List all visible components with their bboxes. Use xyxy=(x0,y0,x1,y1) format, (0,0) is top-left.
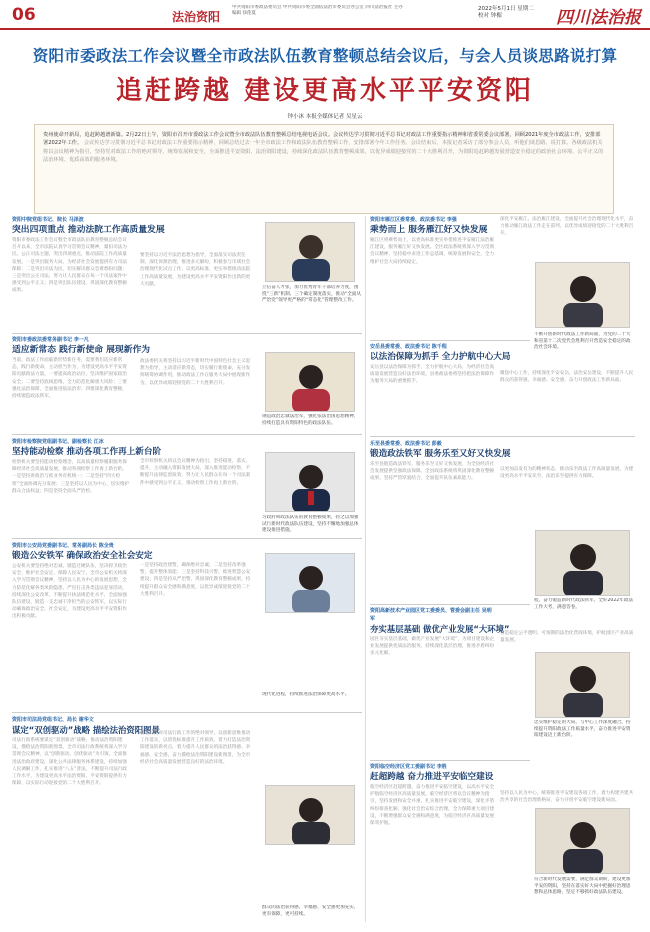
portrait-committee-official xyxy=(265,352,355,412)
section-hightech-zone-cont: 营造稳定公平透明、可预期的法治化营商环境，护航园区产业高质量发展。 xyxy=(500,631,634,644)
portrait-hightech-official xyxy=(535,652,630,718)
caption-6: 不断开创新时代政法工作新局面，为党的二十大和省第十二次党代会胜利召开营造安全稳定的政治社会环境。 xyxy=(534,332,631,351)
section-public-security: 资阳市公安局党委副书记、常务副局长 陈全贵 锻造公安铁军 确保政治安全社会安定 公安机关要坚持绝对忠诚、锻造过硬队伍，坚决捍卫政治安全、维护社会安定、保障人民安宁。全市公安机关将深入学习贯彻会议精神，坚持以人民为中心的发展思想，全力防范化解各类风险隐患，严厉打击各类违法犯罪活动，持续深化公安改革，不断提升执法规范化水平，全面加强队伍建设，锻造一支忠诚干净担当的公安铁军，以实际行动确保政治安全、社会安定，为建设更高水平平安资阳作出积极贡献。 xyxy=(12,543,153,620)
section-procuratorate-cont: 全市检察机关将以会议精神为指引，坚持稳进、落实、提升，主动融入资阳发展大局，深入推进能动检察，不断提升法律监督质效，努力让人民群众在每一个司法案件中感受到公平正义，推动检察工作再上新台阶。 xyxy=(140,459,251,486)
section-pol-legal-committee: 资阳市委政法委常务副书记 李一凡 适应新常态 践行新使命 展现新作为 当前，政法工作面临新形势新任务，需要我们适应新常态，践行新使命，主动担当作为，为建设更高水平平安资阳贡献政法力量。一要提高政治站位，坚决维护国家政治安全；二要坚持底线思维，全力防范化解重大风险；三要强化法治保障，全面推进依法治市；四要深化教育整顿，持续锻造政法铁军。 xyxy=(12,337,151,400)
caption-3: 习政府和政法队伍的教育整顿成果，持之以加强试行新时代政法队伍建设，坚持不懈地加强总体建设推进措施。 xyxy=(262,515,359,534)
portrait-yanjiang-official xyxy=(535,262,630,328)
caption-9: 符合新时代发展需要，满足群众期盼，建设更加平安的资阳，坚持在落实好大局中把握好治理思想和总体思路，坚定不移抓好政法队伍建设。 xyxy=(534,877,631,896)
byline: 钟小沐 本报全媒体记者 吴星云 xyxy=(287,114,363,120)
section-justice-bureau-cont: 要坚持党对司法行政工作的绝对领导，以创新思维推动工作落实，以创优标准提升工作质效，着力打造法治资阳建设的新亮点，着力提升人民群众的法治获得感、幸福感、安全感，奋力描绘法治资阳建设新图景，为全市经济社会高质量发展营造良好的法治环境。 xyxy=(140,731,251,765)
caption-1: 立信奋人才张，加力优秀青年干部培养力度，围绕“三新”机制、三个确定制度落实，推动“全面从严治党”领导更严格的“常态化”管理整改工作。 xyxy=(262,285,362,304)
section-court: 资阳中院党组书记、院长 马泽波 突出四项重点 推动法院工作高质量发展 资阳市委政法工作会议暨全市政法队伍教育整顿总结会议召开以来，全市法院认真学习贯彻会议精神，紧扣司法为民、公正司法主题，突出四项重点，推动法院工作高质量发展。一是突出服务大局，为经济社会发展提供有力司法保障；二是突出司法为民，切实解决群众急难愁盼问题；三是突出公正司法，努力让人民群众在每一个司法案件中感受到公平正义；四是突出队伍建设，巩固深化教育整顿成果。 xyxy=(12,217,165,294)
portrait-court-president xyxy=(265,222,355,282)
section-justice-bureau: 资阳市司法局党组书记、局长 谢华文 谋定“双创驱动”战略 描绘法治资阳图景 司法行政系统要谋定“双创驱动”战略，推动法治资阳建设，描绘法治资阳新图景。全市司法行政系统将深入学习贯彻会议精神，以“创新驱动、创优驱动”为引领，全面推进法治政府建设，深化公共法律服务体系建设，持续加强人民调解工作，扎实推进“八五”普法，不断提升司法行政工作水平，为建设更高水平法治资阳、平安资阳提供有力保障，以实际行动迎接党的二十大胜利召开。 xyxy=(12,717,160,787)
newspaper-logo: 四川法治报 xyxy=(556,8,641,28)
section-pol-legal-committee-cont: 政法委机关将坚持以习近平新时代中国特色社会主义思想为指导，主动适应新常态，切实履行新使命，充分发挥统筹协调作用，推动政法工作在服务大局中展现新作为，以优异成绩迎接党的二十大胜利召开。 xyxy=(140,359,251,386)
headline-main: 追赶跨越 建设更高水平平安资阳 xyxy=(115,76,535,106)
page-number: 06 xyxy=(12,5,36,25)
caption-8: 忠实维护稳定的大局，与中心工作深度融合，持续提升资阳政法工作质量水平，奋力推进平安资阳建设迈上新台阶。 xyxy=(534,720,631,739)
portrait-police-official xyxy=(265,553,355,613)
caption-7: 程，奋力锻造新时代政法铁军，全好2022年政法工作大考，满意答卷。 xyxy=(534,598,633,610)
caption-4: 现代化进程，持续推进法治保障更高水平。 xyxy=(262,692,350,697)
caption-2: 钢造政治忠诚法治军，强化依法治国思想精神，持续打造具有资阳特色的政法队伍。 xyxy=(262,414,359,426)
section-lezhi: 乐至县委常委、政法委书记 彭毅 锻造政法铁军 服务乐至又好又快发展 乐至县锻造政法铁军，服务乐至又好又快发展，为全县经济社会发展提供坚强政法保障。全县政法系统将巩固深化教育整顿成果，坚持严管厚爱结合，全面提升队伍素质能力。 xyxy=(370,441,511,482)
section-airport-zone: 资阳临空经济区党工委副书记 李胜 赶超跨越 奋力推进平安临空建设 临空经济区赶超跨越，奋力推进平安临空建设，以高水平安全护航临空经济区高质量发展。临空经济区将以会议精神为指引，坚持发展和安全并重，扎实推进平安临空建设，深化矛盾纠纷排查化解，强化社会治安综合治理，全力保障重大项目建设，不断增强群众安全感和满意度，为临空经济区高质量发展保驾护航。 xyxy=(370,764,495,827)
masthead xyxy=(0,0,650,30)
portrait-lezhi-official xyxy=(535,530,630,596)
section-yanjiang: 资阳市雁江区委常委、政法委书记 李强 乘势而上 服务雁江好又快发展 雁江区将乘势而上，以更高标准更实举措推进平安雁江法治雁江建设，服务雁江好又快发展。全区政法系统将深入学习贯彻会议精神，坚持稳中求进工作总基调，统筹发展和安全，全力维护社会大局持续稳定。 xyxy=(370,217,495,265)
portrait-procurator xyxy=(265,452,355,512)
section-lezhi-cont: 以更加奋发有为的精神状态，推动乐至政法工作高质量发展，为建设更高水平平安乐至、法治乐至提供有力保障。 xyxy=(500,467,634,480)
caption-5: 群众的法治获得感、幸福感、安全感更加充实，更有保障，更可持续。 xyxy=(262,905,359,917)
section-airport-zone-cont: 坚持以人民为中心，统筹推进平安建设各项工作，着力构建共建共治共享的社会治理新格局，奋力开创平安临空建设新局面。 xyxy=(500,791,634,804)
section-public-security-cont: 一是坚持政治建警，确保绝对忠诚；二是坚持改革强警，提升整体效能；三是坚持科技兴警，推进智慧公安建设；四是坚持从严治警，巩固深化教育整顿成果，持续提升群众安全感和满意度，以优异成绩迎接党的二十大胜利召开。 xyxy=(140,563,251,597)
section-procuratorate: 资阳市检察院党组副书记、副检察长 江冰 坚持能动检察 推动各项工作再上新台阶 检察机关要坚持能动检察理念，以高质量检察履职服务保障经济社会高质量发展，推动各项检察工作再上新台阶。一是坚持讲政治与抓业务有机统一；二是坚持“四大检察”全面协调充分发展；三是坚持以人民为中心，切实维护群众合法权益；四是坚持全面从严治检。 xyxy=(12,439,162,494)
section-anyue-cont: 聚焦中心工作，持续深化平安安岳、法治安岳建设，不断提升人民群众的获得感、幸福感、安全感，奋力开创政法工作新局面。 xyxy=(500,371,634,384)
portrait-justice-official xyxy=(265,785,355,845)
lead-paragraph: 贵州使命开新局，追赶跨越谱新篇。2月22日上午，资阳市召开市委政法工作会议暨全市政法队伍教育整顿总结电视电话会议。会议传达学习贯彻习近平总书记对政法工作重要指示精神和省委常委会议部署，回顾2021年度全市政法工作，安排部署2022年工作。 会议传达学习贯彻习近平总书记对政法工作重要指示精神，回顾总结过去一年全市政法工作和政法队伍教育整顿工作，安排部署今年工作任务。会议结束后，本报记者采访了部分参会人员，听他们谈思路、说打算。各级政法机关将以会议精神为指引，坚持党对政法工作的绝对领导，统筹发展和安全，全面推进平安资阳、法治资阳建设，持续深化政法队伍教育整顿成果，以优异成绩迎接党的二十大胜利召开，为资阳追赶跨越发展营造安全稳定的政治社会环境、公平正义的法治环境、优质高效的服务环境。 xyxy=(34,124,614,214)
issue-date: 2022年5月1日 星期二 校对 钟楣 xyxy=(478,6,534,19)
lead-body-text: 会议传达学习贯彻习近平总书记对政法工作重要指示精神，回顾总结过去一年全市政法工作和政法队伍教育整顿工作，安排部署今年工作任务。会议结束后，本报记者采访了部分参会人员，听他们谈思路、说打算。各级政法机关将以会议精神为指引，坚持党对政法工作的绝对领导，统筹发展和安全，全面推进平安资阳、法治资阳建设，持续深化政法队伍教育整顿成果，以优异成绩迎接党的二十大胜利召开，为资阳追赶跨越发展营造安全稳定的政治社会环境、公平正义的法治环境、优质高效的服务环境。 xyxy=(43,140,604,164)
headline-subhead: 资阳市委政法工作会议暨全市政法队伍教育整顿总结会议后，与会人员谈思路说打算 xyxy=(32,47,618,65)
section-yanjiang-cont: 深化平安雁江、法治雁江建设，全面提升社会治理现代化水平，奋力推动雁江政法工作走在前列，以优异成绩迎接党的二十大胜利召开。 xyxy=(500,217,634,237)
section-court-cont: 要坚持以习近平法治思想为指导，全面落实司法责任制，深化诉源治理，推进多元解纷，积极参与市域社会治理现代化试点工作，以更高标准、更实举措推动法院工作高质量发展，为建设更高水平平安资阳作出新的更大贡献。 xyxy=(140,253,251,287)
publisher-info: 中共资阳市委政法委员会 中共资阳市委全面依法治市委员会办公室 四川法治报社 主办 编辑 徐莲夏 xyxy=(232,5,403,16)
portrait-airport-official xyxy=(535,808,630,874)
section-hightech-zone: 资阳高新技术产业园区党工委委员、管委会副主任 吴明军 夯实基层基础 做优产业发展“大环境” 园区夯实基层基础，做优产业发展“大环境”，为项目建设和企业发展提供优质法治服务。持续深化基层治理，推进矛盾纠纷多元化解。 xyxy=(370,608,510,657)
section-name: 法治资阳 xyxy=(172,10,221,24)
section-anyue: 安岳县委常委、政法委书记 陈千程 以法治保障为抓手 全力护航中心大局 安岳县以法治保障为抓手，全力护航中心大局，为经济社会高质量发展营造良好法治环境。县委政法委将坚持把法治保障作为服务大局的重要抓手。 xyxy=(370,344,511,385)
